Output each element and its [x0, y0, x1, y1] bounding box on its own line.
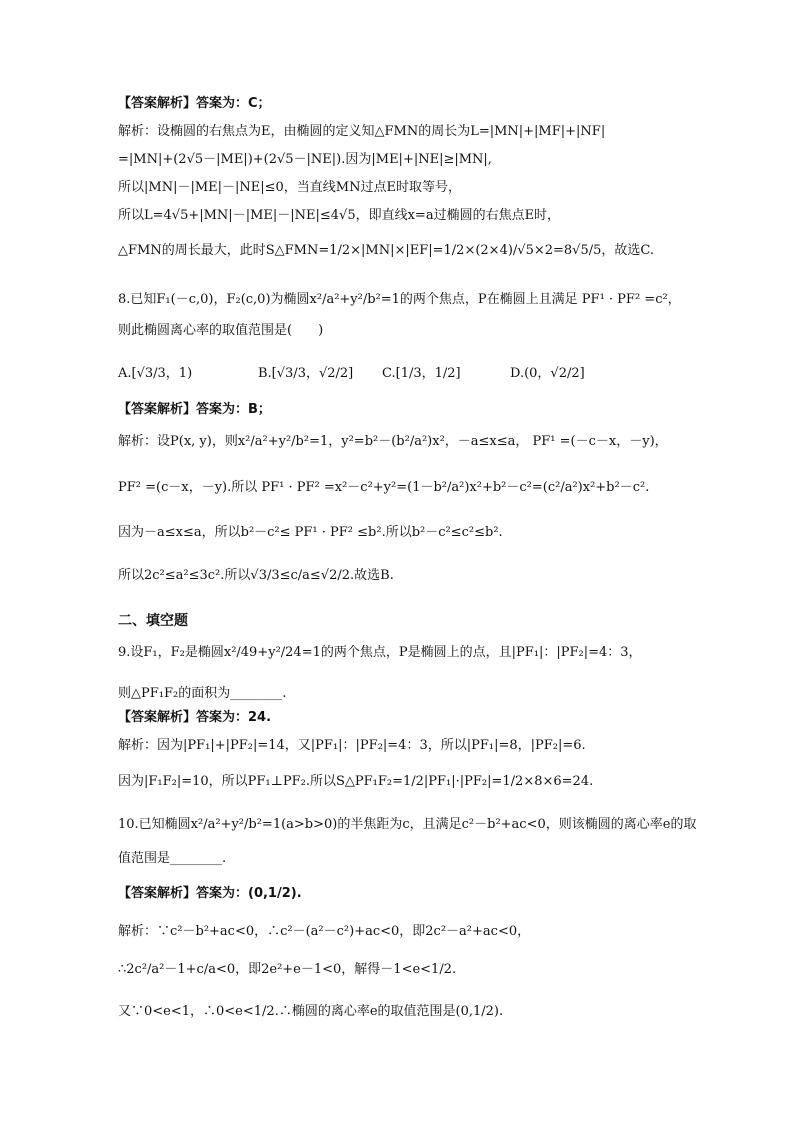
answer-heading: 【答案解析】答案为：24. — [118, 710, 272, 725]
text-line: =|MN|+(2√5－|ME|)+(2√5－|NE|).因为|ME|+|NE|≥|MN|, — [118, 152, 492, 167]
choice-option: A.[√3/3，1) — [118, 366, 193, 381]
text-line: 所以|MN|－|ME|－|NE|≤0，当直线MN过点E时取等号， — [118, 180, 461, 195]
text-line: 解析：因为|PF₁|+|PF₂|=14，又|PF₁|：|PF₂|=4：3，所以|PF₁|=8，|PF₂|=6. — [118, 738, 586, 753]
text-line: 8.已知F₁(－c,0)，F₂(c,0)为椭圆x²/a²+y²/b²=1的两个焦点，P在椭圆上且满足 PF¹ · PF² =c²， — [118, 292, 681, 307]
text-line: 因为－a≤x≤a，所以b²－c²≤ PF¹ · PF² ≤b².所以b²－c²≤c²≤b². — [118, 525, 503, 540]
text-line: 又∵0<e<1，∴0<e<1/2.∴椭圆的离心率e的取值范围是(0,1/2). — [118, 1004, 504, 1019]
text-line: 解析：设P(x, y)，则x²/a²+y²/b²=1，y²=b²－(b²/a²)x²，－a≤x≤a， PF¹ =(－c－x，－y)， — [118, 434, 668, 449]
text-line: 解析：设椭圆的右焦点为E，由椭圆的定义知△FMN的周长为L=|MN|+|MF|+|NF| — [118, 124, 606, 139]
choice-option: B.[√3/3，√2/2] — [258, 366, 354, 381]
choice-option: C.[1/3，1/2] — [382, 366, 461, 381]
text-line: 10.已知椭圆x²/a²+y²/b²=1(a>b>0)的半焦距为c，且满足c²－b²+ac<0，则该椭圆的离心率e的取 — [118, 817, 697, 832]
text-line: 所以L=4√5+|MN|－|ME|－|NE|≤4√5，即直线x=a过椭圆的右焦点E时， — [118, 208, 561, 223]
text-line: 则△PF₁F₂的面积为________. — [118, 686, 287, 701]
text-line: △FMN的周长最大，此时S△FMN=1/2×|MN|×|EF|=1/2×(2×4)/√5×2=8√5/5，故选C. — [118, 243, 654, 258]
text-line: 所以2c²≤a²≤3c².所以√3/3≤c/a≤√2/2.故选B. — [118, 568, 394, 583]
text-line: 9.设F₁，F₂是椭圆x²/49+y²/24=1的两个焦点，P是椭圆上的点，且|PF₁|：|PF₂|=4：3， — [118, 645, 642, 660]
text-line: 因为|F₁F₂|=10，所以PF₁⊥PF₂.所以S△PF₁F₂=1/2|PF₁|·|PF₂|=1/2×8×6=24. — [118, 774, 594, 789]
text-line: 则此椭圆离心率的取值范围是( ) — [118, 323, 324, 338]
answer-heading: 【答案解析】答案为：C； — [118, 96, 271, 111]
text-line: 解析：∵c²－b²+ac<0，∴c²－(a²－c²)+ac<0，即2c²－a²+ac<0， — [118, 924, 531, 939]
section-heading: 二、填空题 — [118, 613, 188, 629]
text-line: PF² =(c－x，－y).所以 PF¹ · PF² =x²－c²+y²=(1－b²/a²)x²+b²－c²=(c²/a²)x²+b²－c². — [118, 480, 650, 495]
text-line: 值范围是________. — [118, 851, 227, 866]
choice-option: D.(0，√2/2] — [510, 366, 585, 381]
answer-heading: 【答案解析】答案为：B； — [118, 402, 271, 417]
text-line: ∴2c²/a²－1+c/a<0，即2e²+e－1<0，解得－1<e<1/2. — [118, 962, 457, 977]
answer-heading: 【答案解析】答案为：(0,1/2). — [118, 886, 302, 901]
